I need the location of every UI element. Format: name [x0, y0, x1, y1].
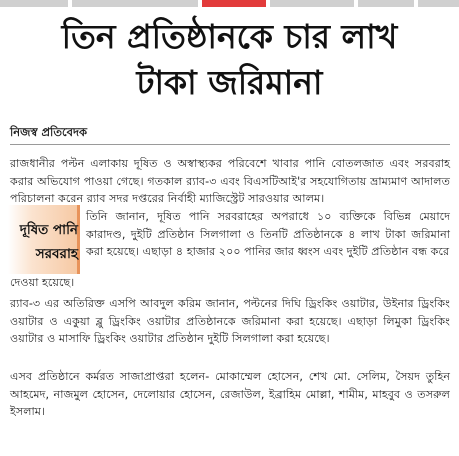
paragraph-2-continuation: দেওয়া হয়েছে। — [10, 276, 75, 289]
top-bar-segment — [270, 0, 354, 7]
pull-quote-line-2: সরবরাহ — [35, 246, 78, 262]
byline-divider — [10, 144, 450, 145]
headline-line-2: টাকা জরিমানা — [136, 63, 323, 102]
top-bar-segment — [202, 0, 266, 7]
top-bar-segment — [358, 0, 414, 7]
paragraph-2: তিনি জানান, দূষিত পানি সরবরাহের অপরাধে ১০ ব্যক্তিকে বিভিন্ন মেয়াদে কারাদণ্ড, দুইটি প্রতিষ্ঠান সিলগালা ও তিনটি প্রতিষ্ঠানকে ৪ লাখ টাকা জরিমানা করা হয়েছে। এছাড়া ৪ হাজার ২০০ পানির জার ধ্বংস এবং দুইটি প্রতিষ্ঠান বন্ধ করে — [86, 210, 450, 259]
byline: নিজস্ব প্রতিবেদক — [10, 125, 88, 139]
pull-quote-box — [8, 205, 80, 274]
top-bar-segment — [72, 0, 198, 7]
headline-line-1: তিন প্রতিষ্ঠানকে চার লাখ — [61, 17, 398, 56]
top-bar-segment — [418, 0, 459, 7]
top-color-bar — [0, 0, 459, 7]
paragraph-4: এসব প্রতিষ্ঠানে কর্মরত সাজাপ্রাপ্তরা হলেন- মোকাম্মেল হোসেন, শেখ মো. সেলিম, সৈয়দ তুহিন আহমেদ, নাজমুল হোসেন, দেলোয়ার হোসেন, রেজাউল, ইব্রাহিম মোল্লা, শামীম, মাহবুব ও তসরুল ইসলাম। — [10, 370, 450, 419]
paragraph-3: র‌্যাব-৩ এর অতিরিক্ত এসপি আবদুল করিম জানান, পল্টনের দিঘি ড্রিংকিং ওয়াটার, উইনার ড্রিংকিং ওয়াটার ও একুয়া ব্লু ড্রিংকিং ওয়াটার প্রতিষ্ঠানকে জরিমানা করা হয়েছে। এছাড়া লিমুকা ড্রিংকিং ওয়াটার ও মাসাফি ড্রিংকিং ওয়াটার প্রতিষ্ঠান দুইটি সিলগালা করা হয়েছে। — [10, 297, 450, 346]
top-bar-segment — [0, 0, 68, 7]
headline — [0, 14, 459, 106]
paragraph-1: রাজধানীর পল্টন এলাকায় দূষিত ও অস্বাস্থ্যকর পরিবেশে খাবার পানি বোতলজাত এবং সরবরাহ করার অভিযোগ পাওয়া গেছে। গতকাল র‌্যাব-৩ এবং বিএসটিআই'র সহযোগিতায় ভ্রাম্যমাণ আদালত পরিচালনা করেন র‌্যাব সদর দপ্তরের নির্বাহী ম্যাজিস্ট্রেট সারওয়ার আলম। — [10, 157, 450, 206]
pull-quote-line-1: দূষিত পানি — [19, 222, 78, 238]
